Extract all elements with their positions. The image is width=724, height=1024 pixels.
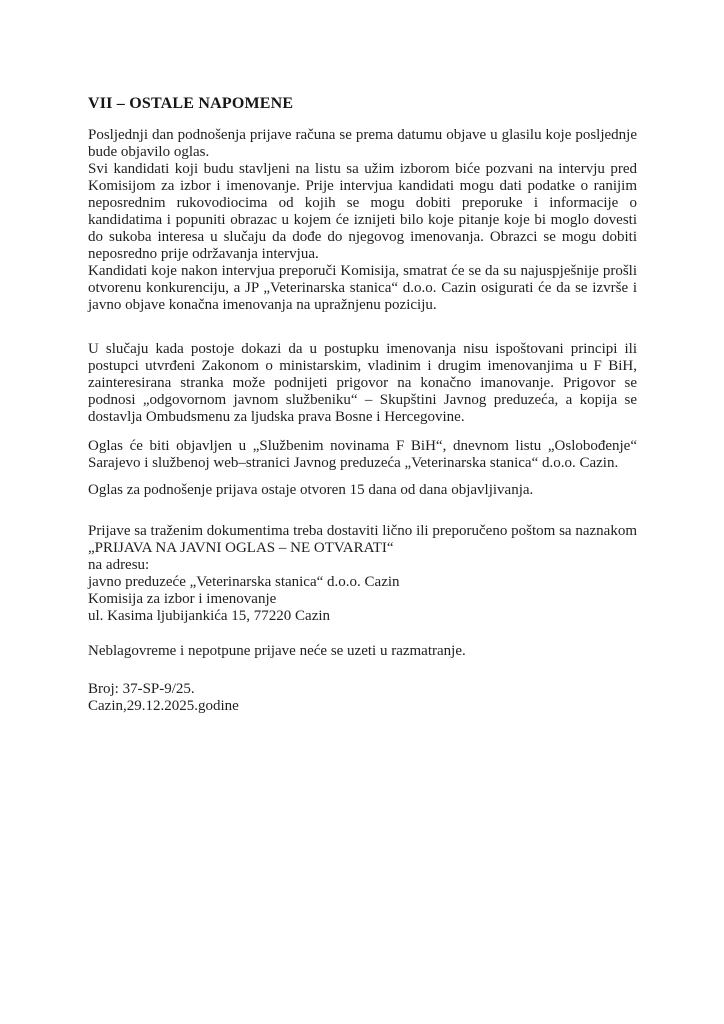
submission-address-block xyxy=(88,523,637,625)
reference-number: Broj: 37-SP-9/25. xyxy=(88,681,195,697)
paragraph-interview: Svi kandidati koji budu stavljeni na listu sa užim izborom biće pozvani na intervju pred Komisijom za izbor i imenovanje. Prije intervjua kandidati mogu dati podatke o ranijim neposrednim rukovodiocima od kojih se mogu dobiti preporuke i informacije o kandidatima i popuniti obrazac u kojem će iznijeti bilo koje pitanje koje bi moglo dovesti do sukoba interesa u slučaju da dođe do njegovog imenovanja. Obrazci se mogu dobiti neposredno prije održavanja intervjua. xyxy=(88,161,637,262)
section-title: VII – OSTALE NAPOMENE xyxy=(88,95,294,112)
paragraph-late-note: Neblagovreme i nepotpune prijave neće se uzeti u razmatranje. xyxy=(88,643,466,659)
paragraph-recommendation: Kandidati koje nakon intervjua preporuči Komisija, smatrat će se da su najuspješnije prošli otvorenu konkurenciju, a JP „Veterinarska stanica“ d.o.o. Cazin osigurati će da se izvrše i javno objave konačna imenovanja na upražnjenu poziciju. xyxy=(88,263,637,313)
address-line-company: javno preduzeće „Veterinarska stanica“ d.o.o. Cazin xyxy=(88,574,400,590)
address-line-street: ul. Kasima ljubijankića 15, 77220 Cazin xyxy=(88,608,331,624)
paragraph-duration: Oglas za podnošenje prijava ostaje otvoren 15 dana od dana objavljivanja. xyxy=(88,482,534,498)
paragraph-deadline: Posljednji dan podnošenja prijave računa se prema datumu objave u glasilu koje posljednje bude objavilo oglas. xyxy=(88,127,637,160)
paragraph-complaint: U slučaju kada postoje dokazi da u postupku imenovanja nisu ispoštovani principi ili postupci utvrđeni Zakonom o ministarskim, vladinim i drugim imenovanjima u F BiH, zainteresirana stranka može podnijeti prigovor na konačno imanovanje. Prigovor se podnosi „odgovornom javnom službeniku“ – Skupštini Javnog preduzeća, a kopija se dostavlja Ombudsmenu za ljudska prava Bosne i Hercegovine. xyxy=(88,341,637,425)
address-line-commission: Komisija za izbor i imenovanje xyxy=(88,591,277,607)
paragraph-submission-intro: Prijave sa traženim dokumentima treba dostaviti lično ili preporučeno poštom sa naznakom xyxy=(88,523,637,539)
notes-block xyxy=(88,127,637,314)
paragraph-publication: Oglas će biti objavljen u „Službenim novinama F BiH“, dnevnom listu „Oslobođenje“ Sarajevo i službenoj web–stranici Javnog preduzeća „Veterinarska stanica“ d.o.o. Cazin. xyxy=(88,438,637,471)
submission-marking: „PRIJAVA NA JAVNI OGLAS – NE OTVARATI“ xyxy=(88,540,394,556)
reference-block xyxy=(88,681,637,715)
reference-place-date: Cazin,29.12.2025.godine xyxy=(88,698,239,714)
address-label: na adresu: xyxy=(88,557,150,573)
